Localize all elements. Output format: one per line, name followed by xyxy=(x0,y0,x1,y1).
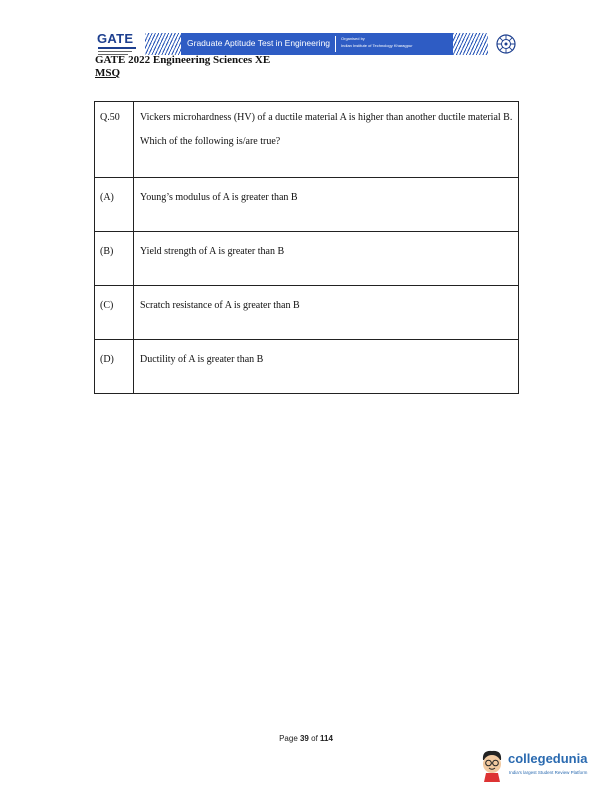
page-footer xyxy=(0,734,612,743)
gate-logo-text: GATE xyxy=(97,31,134,46)
page-of: of xyxy=(308,734,321,743)
page-total: 114 xyxy=(320,734,333,743)
option-row xyxy=(95,340,519,394)
brand-name: collegedunia xyxy=(508,751,588,766)
page-current: 39 xyxy=(299,734,309,743)
option-text: Yield strength of A is greater than B xyxy=(134,232,519,286)
option-text: Ductility of A is greater than B xyxy=(134,340,519,394)
option-row xyxy=(95,232,519,286)
option-label: (B) xyxy=(95,232,134,286)
option-row xyxy=(95,286,519,340)
section-label: MSQ xyxy=(95,67,121,79)
question-text: Vickers microhardness (HV) of a ductile material A is higher than another ductile material B. Which of the following is/are true? xyxy=(140,112,513,147)
collegedunia-logo xyxy=(478,748,608,784)
banner-organiser: Indian Institute of Technology Kharagpur xyxy=(341,43,413,48)
option-label: (D) xyxy=(95,340,134,394)
option-row xyxy=(95,178,519,232)
option-label: (A) xyxy=(95,178,134,232)
question-table xyxy=(94,101,519,394)
exam-title: GATE 2022 Engineering Sciences XE xyxy=(95,54,271,66)
option-text: Young’s modulus of A is greater than B xyxy=(134,178,519,232)
option-label: (C) xyxy=(95,286,134,340)
banner-title: Graduate Aptitude Test in Engineering xyxy=(187,38,331,48)
banner-organised-by: Organised by xyxy=(341,36,365,41)
brand-tagline: India's largest Student Review Platform xyxy=(509,770,588,775)
question-text-cell xyxy=(134,102,519,178)
page-prefix: Page xyxy=(279,734,300,743)
header-banner xyxy=(145,33,488,55)
iit-emblem-icon xyxy=(495,33,517,55)
question-row xyxy=(95,102,519,178)
mascot-icon xyxy=(478,748,506,782)
option-text: Scratch resistance of A is greater than B xyxy=(134,286,519,340)
question-number: Q.50 xyxy=(95,102,134,178)
